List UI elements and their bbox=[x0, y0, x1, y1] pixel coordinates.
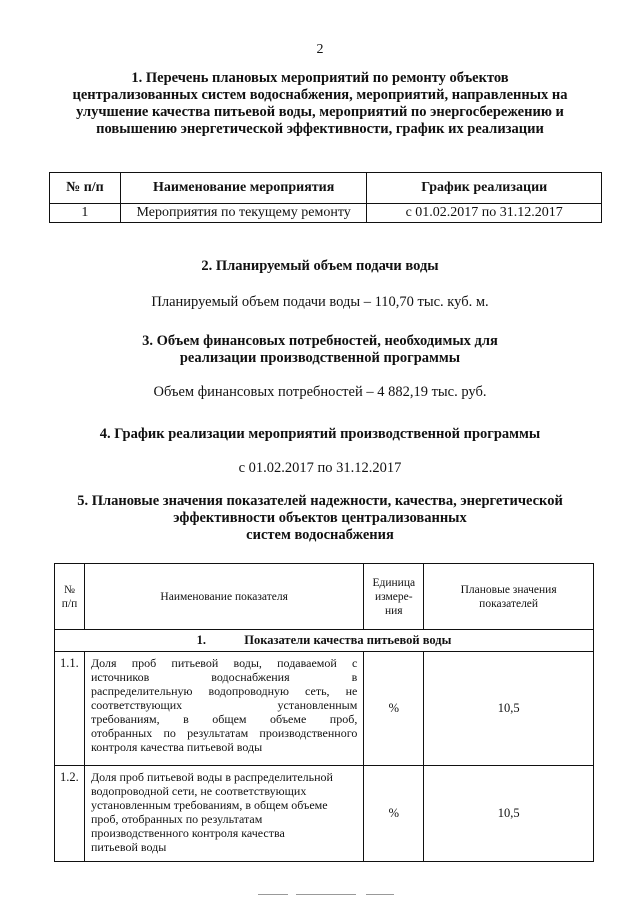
section-1-title bbox=[40, 70, 600, 138]
section-5-title-line: эффективности объектов централизованных bbox=[173, 510, 467, 526]
cell-schedule: с 01.02.2017 по 31.12.2017 bbox=[367, 204, 602, 223]
page-number: 2 bbox=[316, 42, 324, 57]
activities-table bbox=[49, 172, 602, 223]
unit-cell: % bbox=[364, 652, 424, 766]
column-header-activity: Наименование мероприятия bbox=[120, 173, 367, 204]
section-2-text: Планируемый объем подачи воды – 110,70 тыс. куб. м. bbox=[151, 294, 489, 310]
indicator-description: Доля проб питьевой воды в распределительной водопроводной сети, не соответствующих установленным требованиям, в общем объеме проб, отобранных по результатам производственного контроля качества питьевой воды bbox=[84, 766, 363, 862]
section-1-title-line: улучшение качества питьевой воды, мероприятий по энергосбережению и bbox=[76, 104, 564, 120]
indicators-table bbox=[54, 563, 594, 862]
subsection-number: 1. bbox=[196, 633, 206, 647]
scan-artifact bbox=[296, 894, 356, 895]
column-header-unit: Единица измере- ния bbox=[364, 564, 424, 630]
column-header-num: № п/п bbox=[50, 173, 121, 204]
cell-activity: Мероприятия по текущему ремонту bbox=[120, 204, 367, 223]
section-5-title-line: систем водоснабжения bbox=[246, 527, 394, 543]
section-4-title: 4. График реализации мероприятий производственной программы bbox=[99, 426, 541, 442]
section-5-title-line: 5. Плановые значения показателей надежности, качества, энергетической bbox=[77, 493, 563, 509]
section-1-title-line: централизованных систем водоснабжения, мероприятий, направленных на bbox=[72, 87, 568, 103]
table-row bbox=[55, 766, 594, 862]
row-number: 1.1. bbox=[55, 652, 85, 766]
section-3-title-line: реализации производственной программы bbox=[179, 350, 461, 366]
section-3-title bbox=[40, 333, 600, 367]
section-4-text: с 01.02.2017 по 31.12.2017 bbox=[238, 460, 402, 476]
scan-artifact bbox=[366, 894, 394, 895]
planned-value-cell: 10,5 bbox=[424, 652, 594, 766]
unit-cell: % bbox=[364, 766, 424, 862]
section-5-title bbox=[40, 493, 600, 544]
table-row bbox=[50, 204, 602, 223]
subsection-row bbox=[55, 630, 594, 652]
indicator-description: Доля проб питьевой воды, подаваемой с источников водоснабжения в распределительную водопроводную сеть, не соответствующих установленным требованиям, в общем объеме проб, отобранных по результатам производственного контроля качества питьевой воды bbox=[84, 652, 363, 766]
subsection-label: Показатели качества питьевой воды bbox=[244, 633, 452, 647]
table-header-row bbox=[55, 564, 594, 630]
column-header-schedule: График реализации bbox=[367, 173, 602, 204]
column-header-indicator: Наименование показателя bbox=[84, 564, 363, 630]
planned-value-cell: 10,5 bbox=[424, 766, 594, 862]
cell-num: 1 bbox=[50, 204, 121, 223]
section-3-text: Объем финансовых потребностей – 4 882,19 тыс. руб. bbox=[153, 384, 487, 400]
row-number: 1.2. bbox=[55, 766, 85, 862]
section-1-title-line: 1. Перечень плановых мероприятий по ремонту объектов bbox=[131, 70, 509, 86]
table-row bbox=[55, 652, 594, 766]
subsection-title bbox=[55, 630, 594, 652]
section-1-title-line: повышению энергетической эффективности, график их реализации bbox=[96, 121, 544, 137]
table-header-row bbox=[50, 173, 602, 204]
section-3-title-line: 3. Объем финансовых потребностей, необходимых для bbox=[142, 333, 498, 349]
section-2-title: 2. Планируемый объем подачи воды bbox=[201, 258, 439, 274]
column-header-planned-values: Плановые значения показателей bbox=[424, 564, 594, 630]
scan-artifact bbox=[258, 894, 288, 895]
column-header-num: № п/п bbox=[55, 564, 85, 630]
